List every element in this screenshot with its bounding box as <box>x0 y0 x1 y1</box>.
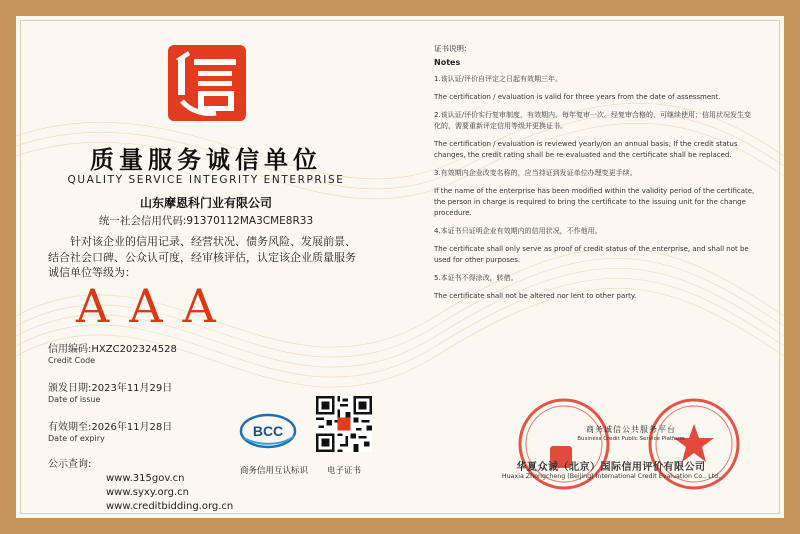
certificate-subtitle: QUALITY SERVICE INTEGRITY ENTERPRISE <box>67 174 345 186</box>
note-item: 2.该认证/评价实行复审制度，有效期内，每年复审一次。经复审合格的，可继续使用；信用状况发生变化的，需要重新评定信用等级并更换证书。 <box>434 111 752 131</box>
query-url[interactable]: www.315gov.cn <box>106 473 185 484</box>
qr-caption: 电子证书 <box>326 466 361 476</box>
credit-code-field <box>48 340 177 365</box>
qr-code-icon[interactable] <box>316 396 372 452</box>
platform-name: 商务诚信公共服务平台 <box>586 425 676 434</box>
assessment-statement: 针对该企业的信用记录、经营状况、债务风险、发展前景、结合社会口碑、公众认可度，经审核评估，认定该企业质量服务诚信单位等级为： <box>48 235 356 279</box>
platform-name-en: Business Credit Public Service Platform <box>577 436 685 442</box>
notes-subheading: Notes <box>434 58 461 67</box>
note-item: 4.本证书只证明企业有效期内的信用状况，不作他用。 <box>434 227 602 236</box>
expiry-date-field <box>48 418 172 443</box>
issue-date-label-en: Date of issue <box>48 395 101 404</box>
note-item: The certification / evaluation is reviewed yearly/on an annual basis; If the credit status changes, the credit rating shall be re-evaluated and the certificate shall be replaced. <box>434 140 738 160</box>
query-url[interactable]: www.creditbidding.org.cn <box>106 501 234 512</box>
note-item: If the name of the enterprise has been modified within the validity period of the certificate, the person in charge is required to bring the certificate to the issuing unit for the change procedure. <box>434 187 755 218</box>
notes-list <box>434 74 756 309</box>
credit-code-label-en: Credit Code <box>48 356 96 365</box>
issuer-name: 华夏众诚（北京）国际信用评价有限公司 <box>516 462 706 473</box>
notes-heading: 证书说明: <box>434 44 467 53</box>
credit-code-value: 信用编码:HXZC202324528 <box>48 344 177 355</box>
issue-date-field <box>48 379 172 404</box>
unified-credit-code: 统一社会信用代码:91370112MA3CME8R33 <box>98 215 314 227</box>
issue-date-value: 颁发日期:2023年11月29日 <box>48 383 173 394</box>
note-item: 1.该认证/评价自评定之日起有效期三年。 <box>434 75 563 83</box>
xin-seal-logo-icon <box>168 45 246 121</box>
credit-grade: AAA <box>76 279 236 333</box>
public-query <box>48 458 233 514</box>
query-url[interactable]: www.syxy.org.cn <box>106 487 189 498</box>
bcc-logo-icon <box>238 412 298 450</box>
expiry-date-value: 有效期至:2026年11月28日 <box>48 422 173 433</box>
query-label: 公示查询: <box>48 459 92 470</box>
issuer-name-en: Huaxia Zhongcheng (Beijing) International Credit Evaluation Co., Ltd. <box>501 473 721 480</box>
bcc-logo-text: BCC <box>252 423 284 439</box>
note-item: 3.有效期内企业改变名称的，应当持证到发证单位办理变更手续。 <box>434 169 637 178</box>
expiry-date-label-en: Date of expiry <box>48 434 105 443</box>
company-name: 山东摩恩科门业有限公司 <box>139 196 272 210</box>
note-item: 5.本证书不得涂改，转借。 <box>434 274 518 283</box>
note-item: The certification / evaluation is valid for three years from the date of assessment. <box>434 93 721 102</box>
note-item: The certificate shall not be altered nor lent to other party. <box>434 292 637 301</box>
note-item: The certificate shall only serve as proof of credit status of the enterprise, and shall not be used for other purposes. <box>434 245 749 265</box>
bcc-caption: 商务信用互认标识 <box>239 466 308 476</box>
certificate-title: 质量服务诚信单位 <box>90 145 322 174</box>
